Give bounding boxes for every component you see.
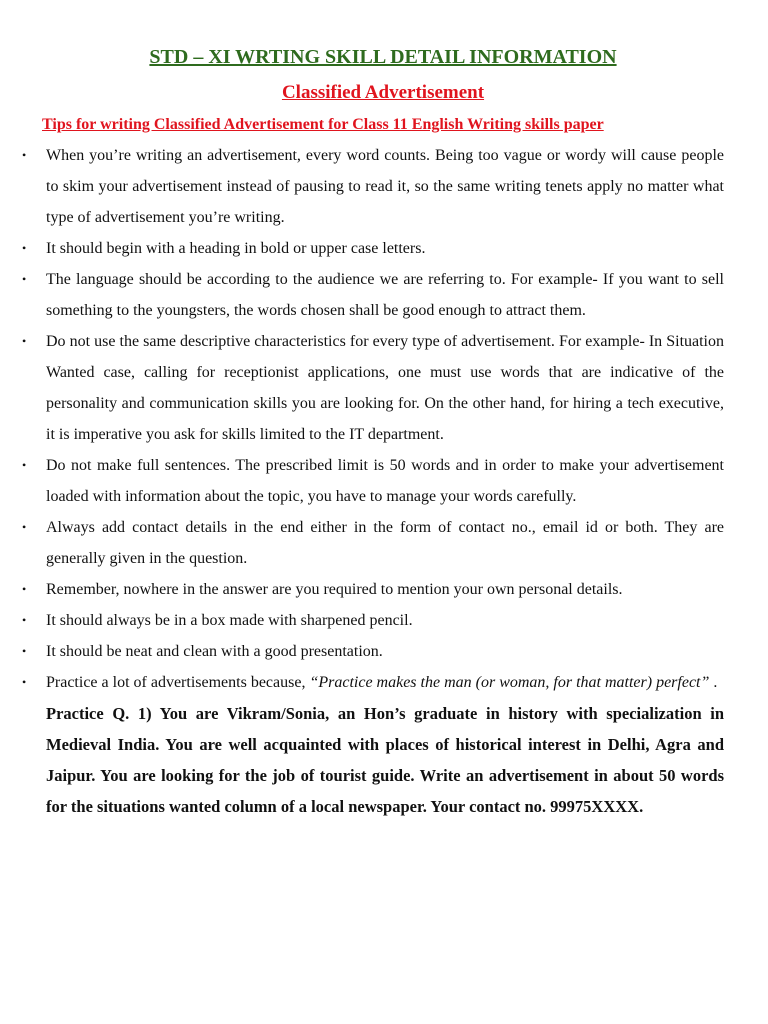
tip-text: When you’re writing an advertisement, every word counts. Being too vague or wordy will cause people to skim your advertisement instead of pausing to read it, so the same writing tenets apply no matter what type of advertisement you’re writing.: [46, 147, 724, 226]
tip-item: [22, 636, 724, 667]
tip-text: It should always be in a box made with sharpened pencil.: [46, 612, 413, 629]
tip-text: Do not make full sentences. The prescribed limit is 50 words and in order to make your advertisement loaded with information about the topic, you have to manage your words carefully.: [46, 457, 724, 505]
bullet-icon: •: [22, 520, 27, 534]
bullet-icon: •: [22, 241, 27, 255]
tips-heading: Tips for writing Classified Advertisement for Class 11 English Writing skills paper: [42, 116, 604, 133]
tip-item: [22, 605, 724, 636]
tip-item: [22, 326, 724, 450]
tip-text: Remember, nowhere in the answer are you required to mention your own personal details.: [46, 581, 623, 598]
tip-item: [22, 140, 724, 233]
tip-text: It should be neat and clean with a good presentation.: [46, 643, 383, 660]
tip-item: [22, 512, 724, 574]
practice-question: Practice Q. 1) You are Vikram/Sonia, an Hon’s graduate in history with specialization in Medieval India. You are well acquainted with places of historical interest in Delhi, Agra and Jaipur. You are looking for the job of tourist guide. Write an advertisement in about 50 words for the situations wanted column of a local newspaper. Your contact no. 99975XXXX.: [46, 704, 724, 816]
bullet-icon: •: [22, 644, 27, 658]
tip-text: The language should be according to the audience we are referring to. For example- If you want to sell something to the youngsters, the words chosen shall be good enough to attract them.: [46, 271, 724, 319]
bullet-icon: •: [22, 334, 27, 348]
bullet-icon: •: [22, 272, 27, 286]
tip-quote: “Practice makes the man (or woman, for that matter) perfect”: [309, 674, 710, 691]
tip-text: It should begin with a heading in bold or upper case letters.: [46, 240, 426, 257]
bullet-icon: •: [22, 613, 27, 627]
tip-item: [22, 450, 724, 512]
tip-text: Practice a lot of advertisements because,: [46, 674, 310, 691]
bullet-icon: •: [22, 582, 27, 596]
tip-text: Do not use the same descriptive characteristics for every type of advertisement. For example- In Situation Wanted case, calling for receptionist applications, one must use words that are indicative of the personality and communication skills you are looking for. On the other hand, for hiring a tech executive, it is imperative you ask for skills limited to the IT department.: [46, 333, 724, 443]
bullet-icon: •: [22, 675, 27, 689]
document-subtitle: Classified Advertisement: [281, 82, 485, 103]
bullet-icon: •: [22, 458, 27, 472]
tip-item: [22, 667, 724, 698]
tip-text-end: .: [709, 674, 718, 691]
tip-item: [22, 574, 724, 605]
tip-item: [22, 233, 724, 264]
tip-text: Always add contact details in the end either in the form of contact no., email id or both. They are generally given in the question.: [46, 519, 724, 567]
document-title: STD – XI WRTING SKILL DETAIL INFORMATION: [149, 46, 617, 68]
tip-item: [22, 264, 724, 326]
tips-list: [22, 140, 724, 698]
bullet-icon: •: [22, 148, 27, 162]
